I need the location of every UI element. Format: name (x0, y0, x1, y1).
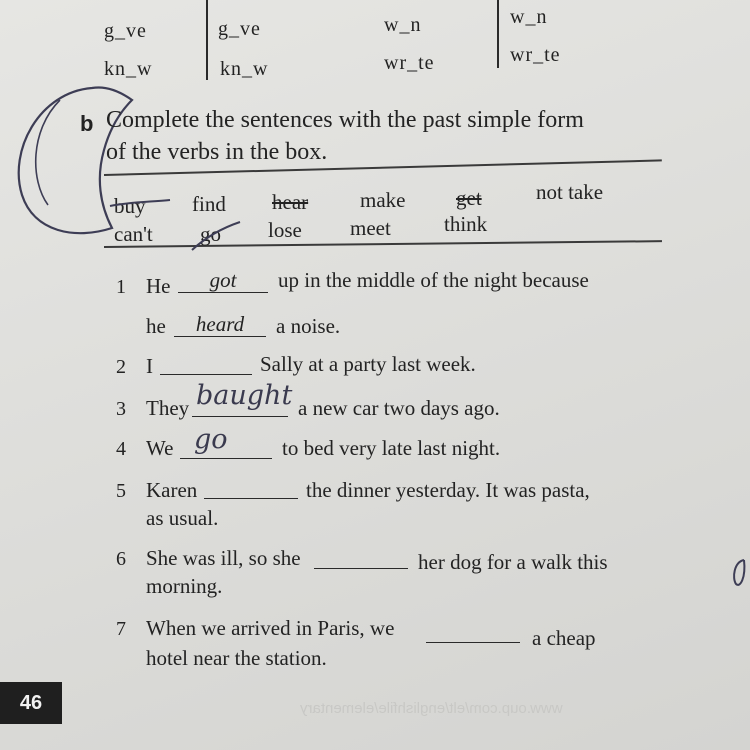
sentence-6-start: She was ill, so she (146, 546, 301, 570)
printed-answer-heard: heard (195, 312, 245, 336)
answer-blank-1[interactable] (178, 268, 268, 293)
sentence-number: 2 (116, 356, 126, 378)
faded-footer-url: www.oup.com/elt/englishfile/elementary (300, 700, 563, 717)
box-word-get: get (456, 186, 482, 210)
box-word-go: go (200, 222, 221, 246)
box-word-not-take: not take (536, 180, 604, 204)
sentence-number: 5 (116, 480, 126, 502)
answer-blank-2[interactable] (160, 350, 252, 375)
sentence-2-start: I (146, 354, 153, 378)
handwritten-answer-baught: baught (196, 380, 293, 411)
grid-word: kn_w (220, 58, 269, 80)
grid-word: g_ve (104, 20, 147, 42)
sentence-5-line2: as usual. (146, 506, 219, 530)
sentence-7-start: When we arrived in Paris, we (146, 616, 395, 640)
answer-blank-7[interactable] (426, 618, 520, 643)
pen-scribble-mark (728, 556, 750, 590)
sentence-1-line2-end: a noise. (276, 314, 341, 338)
sentence-6-end: her dog for a walk this (418, 550, 608, 574)
box-word-find: find (192, 192, 226, 216)
instruction-line-1: Complete the sentences with the past simple form (106, 107, 584, 133)
grid-word: g_ve (218, 18, 261, 40)
sentence-2-end: Sally at a party last week. (260, 352, 476, 376)
sentence-3-start: They (146, 396, 190, 420)
sentence-7-end: a cheap (532, 626, 596, 650)
answer-blank-6[interactable] (314, 544, 408, 569)
sentence-number: 3 (116, 398, 126, 420)
sentence-4-start: We (146, 436, 174, 460)
sentence-6-line2: morning. (146, 574, 223, 598)
box-word-buy: buy (114, 194, 146, 218)
page-number: 46 (0, 682, 62, 724)
box-word-hear: hear (272, 190, 309, 214)
instruction-line-2: of the verbs in the box. (106, 139, 328, 165)
box-word-cant: can't (114, 222, 153, 246)
sentence-number: 7 (116, 618, 126, 640)
grid-word: wr_te (510, 44, 561, 66)
box-word-think: think (444, 212, 488, 236)
answer-blank-5[interactable] (204, 474, 298, 499)
sentence-1-start: He (146, 274, 171, 298)
sentence-1-end: up in the middle of the night because (278, 268, 589, 292)
sentence-number: 1 (116, 276, 126, 298)
sentence-4-end: to bed very late last night. (282, 436, 501, 460)
sentence-7-line2: hotel near the station. (146, 646, 327, 670)
sentence-number: 6 (116, 548, 126, 570)
sentence-number: 4 (116, 438, 126, 460)
grid-word: w_n (510, 6, 548, 28)
handwritten-answer-go: go (194, 424, 228, 455)
printed-answer-got: got (209, 268, 237, 292)
answer-blank-1b[interactable] (174, 312, 266, 337)
sentence-5-start: Karen (146, 478, 198, 502)
sentence-3-end: a new car two days ago. (298, 396, 500, 420)
grid-word: wr_te (384, 52, 435, 74)
grid-word: kn_w (104, 58, 153, 80)
grid-word: w_n (384, 14, 422, 36)
sentence-5-end: the dinner yesterday. It was pasta, (306, 478, 590, 502)
sentence-1-line2-start: he (146, 314, 166, 338)
box-word-lose: lose (268, 218, 302, 242)
box-word-meet: meet (350, 216, 391, 240)
exercise-letter: b (80, 111, 94, 136)
box-word-make: make (360, 188, 406, 212)
